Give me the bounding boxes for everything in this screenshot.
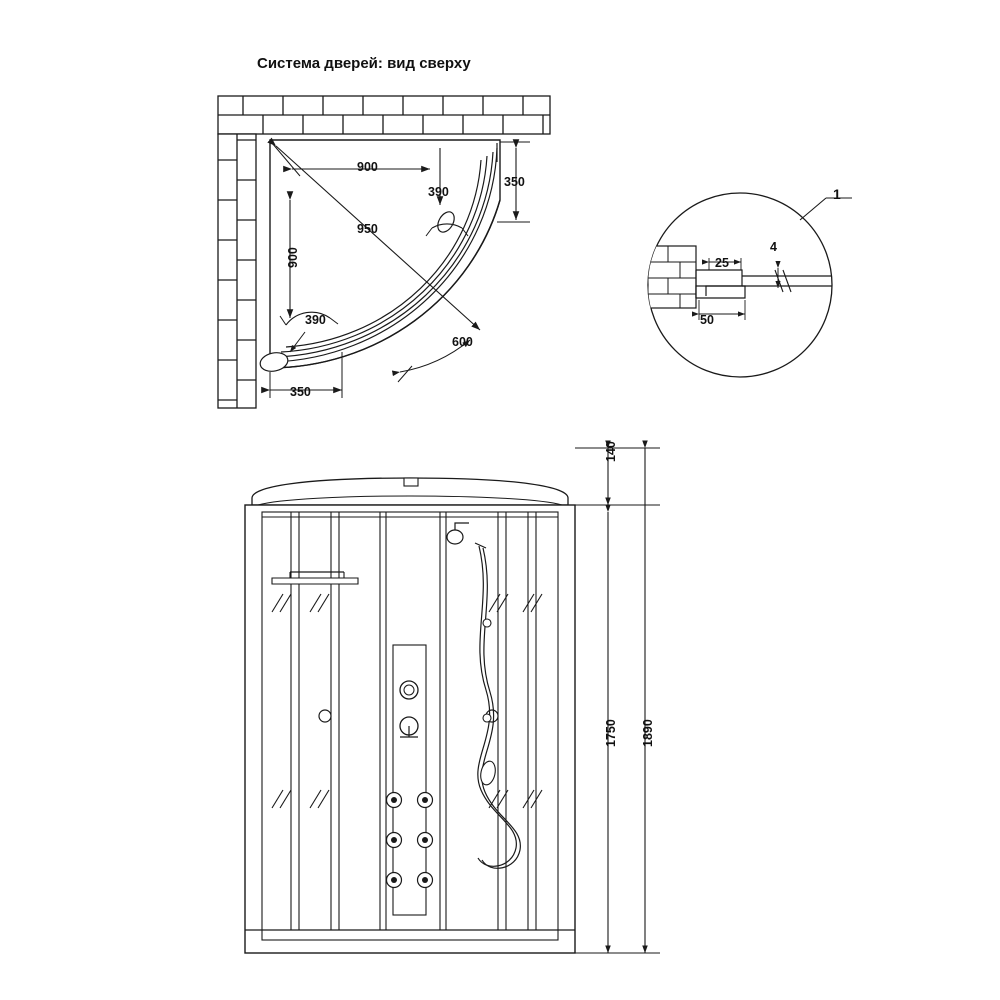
- shower-tray-outline: [270, 140, 500, 368]
- wall-brick-left: [218, 134, 256, 408]
- dim-label-25: 25: [715, 256, 729, 270]
- cabin-roof: [252, 478, 568, 505]
- dim-label-1750: 1750: [604, 719, 618, 747]
- wall-brick-top: [218, 96, 550, 134]
- front-view-group: [245, 448, 660, 953]
- detail-wall-brick: [648, 246, 696, 308]
- detail-view-group: [648, 193, 852, 377]
- dim-label-50: 50: [700, 313, 714, 327]
- dim-label-350-right: 350: [504, 175, 525, 189]
- dim-label-600-arc: 600: [452, 335, 473, 349]
- top-view-group: [218, 96, 550, 408]
- detail-callout-leader: [800, 198, 852, 220]
- dim-label-390-bottom: 390: [305, 313, 326, 327]
- dim-label-4: 4: [770, 240, 777, 254]
- drawing-title: Система дверей: вид сверху: [257, 55, 471, 72]
- dim-label-950-diagonal: 950: [357, 222, 378, 236]
- front-dimension-lines: [575, 448, 660, 953]
- dim-label-900-left: 900: [286, 247, 300, 268]
- dim-label-350-bottom: 350: [290, 385, 311, 399]
- dim-label-1890: 1890: [641, 719, 655, 747]
- dim-label-390-right: 390: [428, 185, 449, 199]
- detail-callout-number: 1: [833, 186, 841, 202]
- dim-label-900-top: 900: [357, 160, 378, 174]
- dim-label-140: 140: [604, 441, 618, 462]
